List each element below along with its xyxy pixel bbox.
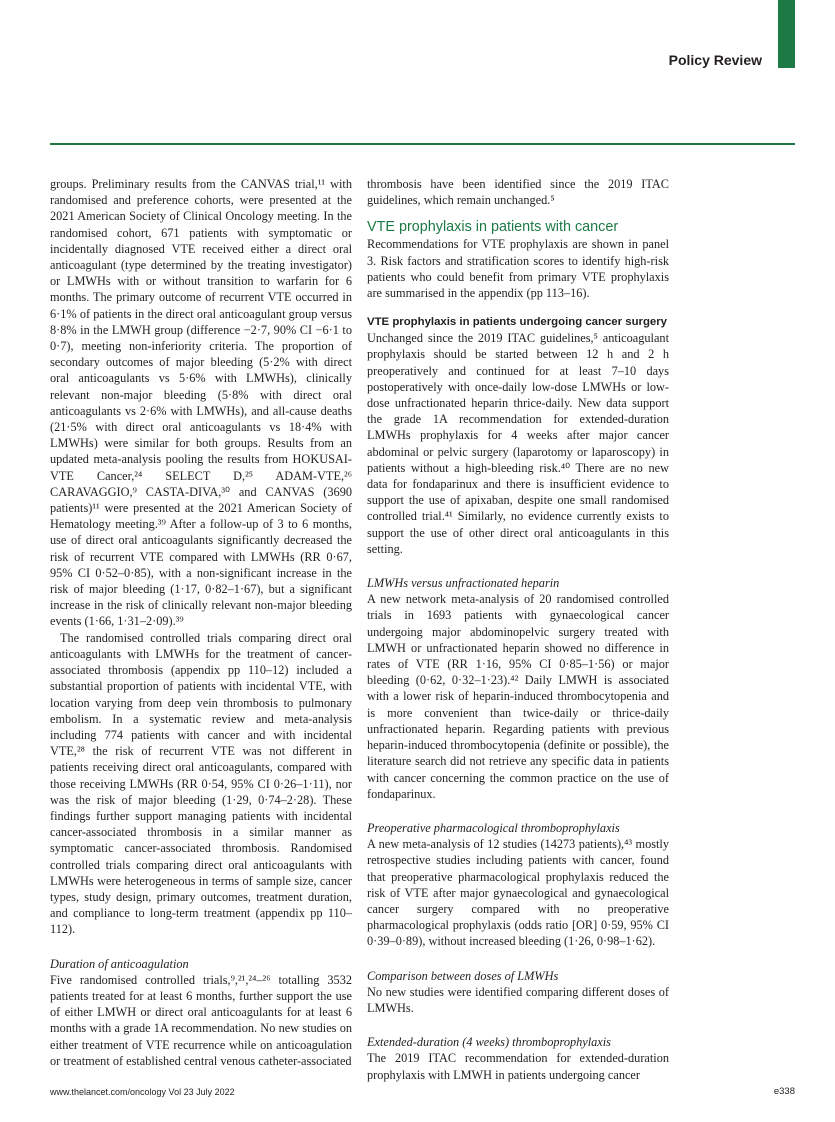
page-number: e338	[773, 1086, 795, 1097]
paragraph: Recommendations for VTE prophylaxis are shown in panel 3. Risk factors and stratification scores to identify high-risk patients who could benefit from primary VTE prophylaxis are summarised in the appendix (pp 113–16).	[367, 237, 669, 301]
subheading: LMWHs versus unfractionated heparin	[367, 576, 560, 591]
section-label: Policy Review	[668, 52, 762, 68]
subheading: Preoperative pharmacological thromboprophylaxis	[367, 820, 620, 835]
subheading: Duration of anticoagulation	[50, 956, 189, 971]
subsection-heading: VTE prophylaxis in patients undergoing cancer surgery	[367, 316, 668, 329]
right-column	[367, 176, 669, 1083]
paragraph: The 2019 ITAC recommendation for extended-duration prophylaxis with LMWH in patients undergoing cancer	[367, 1051, 669, 1082]
paragraph: groups. Preliminary results from the CANVAS trial,¹¹ with randomised and preference cohorts, were presented at the 2021 American Society of Clinical Oncology meeting. In the randomised cohort, 671 patients with symptomatic or incidentally diagnosed VTE received either a direct oral anticoagulant (type determined by the treating investigator) or LMWHs with or without transition to warfarin for 6 months. The primary outcome of recurrent VTE occurred in 6·1% of patients in the direct oral anticoagulant group versus 8·8% in the LMWH group (difference −2·7, 90% CI −6·1 to 0·7), meeting non-inferiority criteria. The proportion of secondary outcomes of major bleeding (5·2% with direct oral anticoagulants vs 5·6% with LMWHs), clinically relevant non-major bleeding (5·8% with direct oral anticoagulants vs 2·6% with LMWHs), and all-cause deaths (21·5% with direct oral anticoagulants vs 18·4% with LMWHs) were similar for both groups. Results from an updated meta-analysis pooling the results from HOKUSAI-VTE Cancer,²⁴ SELECT D,²⁵ ADAM-VTE,²⁶ CARAVAGGIO,⁹ CASTA-DIVA,³⁰ and CANVAS (3690 patients)¹¹ were presented at the 2021 American Society of Hematology meeting.³⁹ After a follow-up of 3 to 6 months, use of direct oral anticoagulants significantly decreased the risk of recurrent VTE compared with LMWHs (RR 0·67, 95% CI 0·52–0·85), with a non-significant increase in the risk of major bleeding (1·17, 0·82–1·67), but a significant increase in the risk of clinically relevant non-major bleeding events (1·66, 1·31–2·09).³⁹	[50, 177, 352, 629]
section-color-tab	[778, 0, 795, 68]
header-divider	[50, 143, 795, 145]
journal-url-footer: www.thelancet.com/oncology Vol 23 July 2022	[50, 1087, 235, 1097]
paragraph: The randomised controlled trials comparing direct oral anticoagulants with LMWHs for the treatment of cancer-associated thrombosis (appendix pp 110–12) included a substantial proportion of patients with incidental VTE, with location varying from deep vein thrombosis to pulmonary embolism. In a systematic review and meta-analysis including 774 patients with cancer and with incidental VTE,²⁸ the risk of recurrent VTE was not different in patients receiving direct oral anticoagulants, compared with those receiving LMWHs (RR 0·54, 95% CI 0·26–1·11), nor was the risk of major bleeding (1·29, 0·74–2·28). These findings further support managing patients with incidental cancer-associated thrombosis in a similar manner as symptomatic cancer-associated thrombosis. Randomised controlled trials comparing direct oral anticoagulants with LMWHs were heterogeneous in terms of sample size, cancer types, study design, primary outcomes, treatment duration, and compliance to long-term treatment (appendix pp 110–112).	[50, 630, 352, 937]
paragraph: Five randomised controlled trials,⁹,²¹,²⁴–²⁶ totalling 3532 patients treated for at least 6 months, further support the use of either LMWH or direct oral anticoagulants for at least 6 months with a grade 1A recommendation. No new studies on either treatment of VTE recurrence while on anticoagulation or treatment of established central venous catheter-associated	[50, 972, 352, 1068]
subheading: Extended-duration (4 weeks) thromboprophylaxis	[367, 1035, 611, 1050]
paragraph: A new meta-analysis of 12 studies (14273 patients),⁴³ mostly retrospective studies including patients with cancer, found that preoperative pharmacological prophylaxis reduced the risk of VTE after major gynaecological and gynaecological cancer surgery compared with no preoperative pharmacological prophylaxis (odds ratio [OR] 0·59, 95% CI 0·39–0·89), without increased bleeding (1·26, 0·98–1·62).	[367, 837, 669, 949]
paragraph: A new network meta-analysis of 20 randomised controlled trials in 1693 patients with gynaecological cancer undergoing major abdominopelvic surgery treated with LMWH or unfractionated heparin showed no difference in rates of VTE (RR 1·16, 95% CI 0·85–1·56) or major bleeding (0·62, 0·32–1·23).⁴² Daily LMWH is associated with a lower risk of heparin-induced thrombocytopenia and is more convenient than twice-daily or thrice-daily unfractionated heparin. Regarding patients with previous heparin-induced thrombocytopenia (definite or possible), the literature search did not retrieve any specific data in patients with cancer concerning the common practice on the use of fondaparinux.	[367, 592, 669, 801]
paragraph: thrombosis have been identified since the 2019 ITAC guidelines, which remain unchanged.⁵	[367, 177, 669, 208]
left-column	[50, 176, 352, 1069]
paragraph: No new studies were identified comparing different doses of LMWHs.	[367, 984, 669, 1015]
section-heading: VTE prophylaxis in patients with cancer	[367, 219, 619, 236]
subheading: Comparison between doses of LMWHs	[367, 968, 559, 983]
paragraph: Unchanged since the 2019 ITAC guidelines,⁵ anticoagulant prophylaxis should be started between 12 h and 2 h preoperatively and continued for at least 7–10 days postoperatively with once-daily low-dose LMWHs or low-dose unfractionated heparin thrice-daily. New data support the grade 1A recommendation for extended-duration LMWHs prophylaxis for 4 weeks after major cancer abdominal or pelvic surgery (laparotomy or laparoscopy) in patients without a high-bleeding risk.⁴⁰ There are no new data for fondaparinux and there is insufficient evidence to support the use of apixaban, despite one small randomised controlled trial.⁴¹ Similarly, no evidence currently exists to support the use of other direct oral anticoagulants in this setting.	[367, 331, 669, 556]
